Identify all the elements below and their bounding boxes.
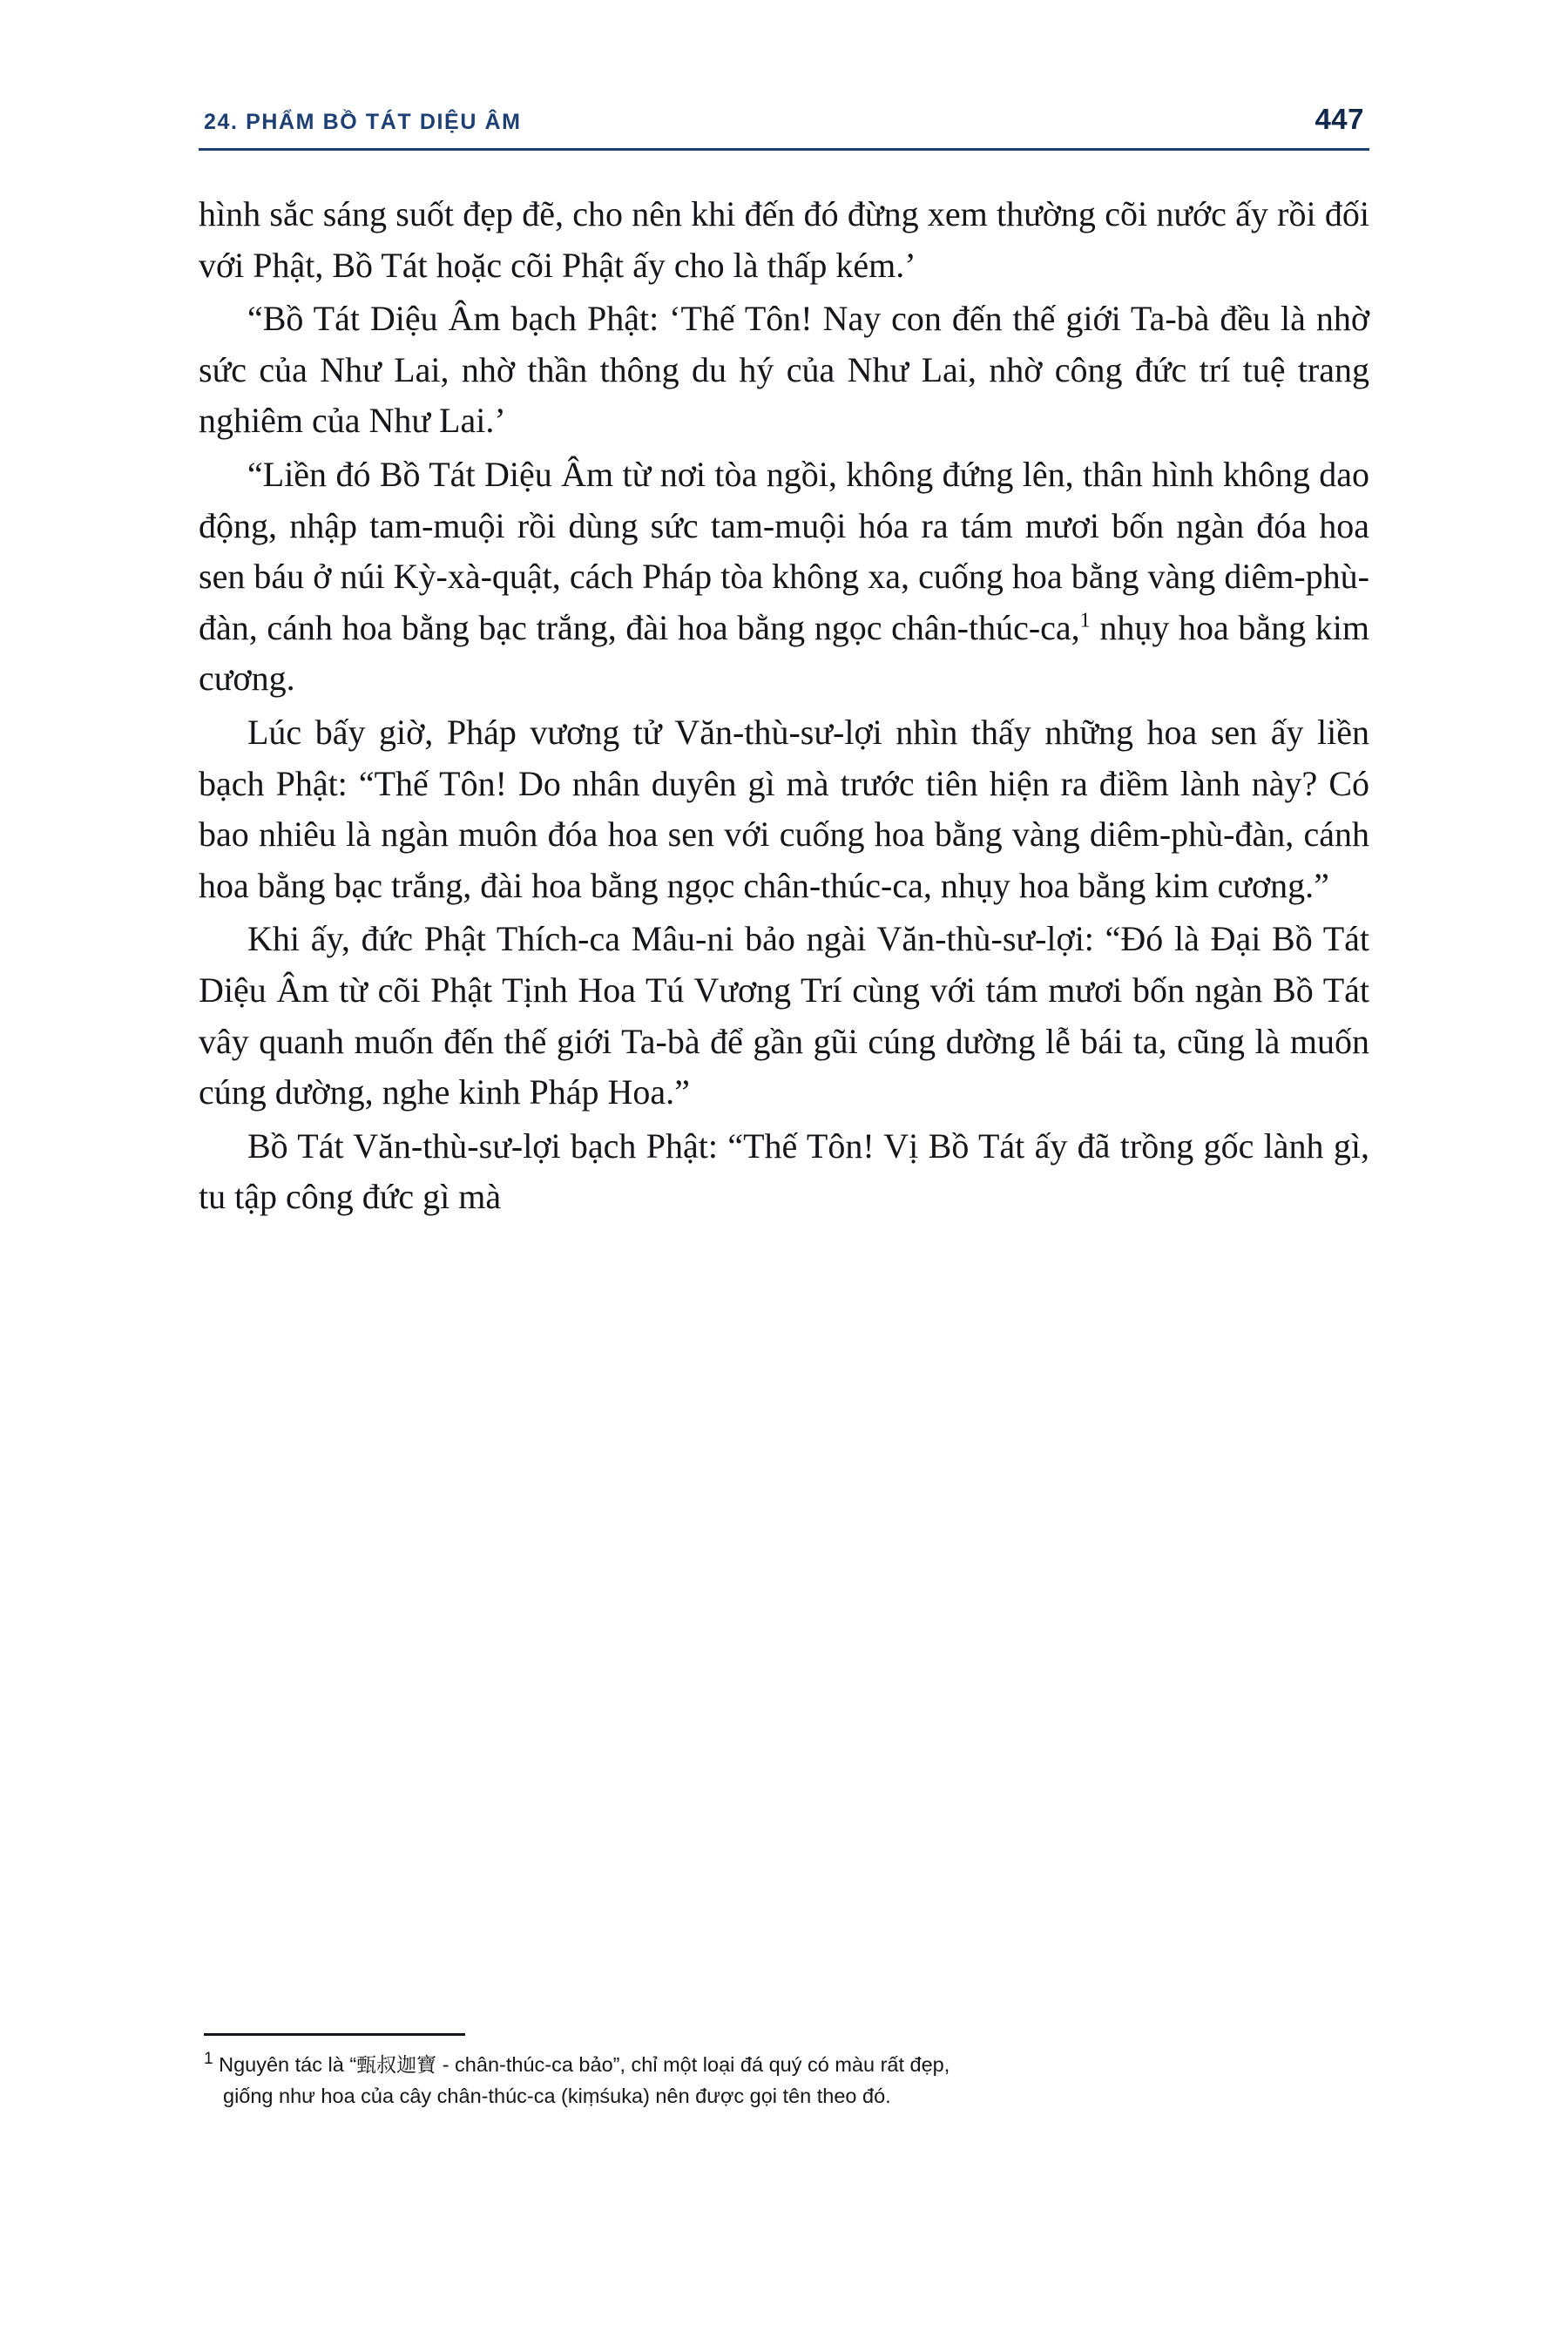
- footnote-divider: [204, 2033, 465, 2036]
- footnote-line1-before: Nguyên tác là “: [213, 2053, 357, 2076]
- paragraph-3-text: “Liền đó Bồ Tát Diệu Âm từ nơi tòa ngồi, không đứng lên, thân hình không dao động, nhập tam-muội rồi dùng sức tam-muội hóa ra tám mươi bốn ngàn đóa hoa sen báu ở núi Kỳ-xà-quật, cách Pháp tòa không xa, cuống hoa bằng vàng diêm-phù-đàn, cánh hoa bằng bạc trắng, đài hoa bằng ngọc chân-thúc-ca,: [199, 454, 1369, 647]
- paragraph-1: hình sắc sáng suốt đẹp đẽ, cho nên khi đến đó đừng xem thường cõi nước ấy rồi đối với Phật, Bồ Tát hoặc cõi Phật ấy cho là thấp kém.’: [199, 194, 1369, 285]
- paragraph-3: [199, 449, 1369, 705]
- page-number: 447: [1315, 103, 1364, 135]
- paragraph-5: Khi ấy, đức Phật Thích-ca Mâu-ni bảo ngài Văn-thù-sư-lợi: “Đó là Đại Bồ Tát Diệu Âm từ cõi Phật Tịnh Hoa Tú Vương Trí cùng với tám mươi bốn ngàn Bồ Tát vây quanh muốn đến thế giới Ta-bà để gần gũi cúng dường lễ bái ta, cũng là muốn cúng dường, nghe kinh Pháp Hoa.”: [199, 919, 1369, 1112]
- paragraph-2: “Bồ Tát Diệu Âm bạch Phật: ‘Thế Tôn! Nay con đến thế giới Ta-bà đều là nhờ sức của Như Lai, nhờ thần thông du hý của Như Lai, nhờ công đức trí tuệ trang nghiêm của Như Lai.’: [199, 299, 1369, 441]
- running-head: [199, 103, 1369, 136]
- footnote-number: 1: [204, 2050, 213, 2069]
- header-divider: [199, 148, 1369, 151]
- footnote-line1-after: - chân-thúc-ca bảo”, chỉ một loại đá quý có màu rất đẹp,: [436, 2053, 950, 2076]
- footnote-marker: 1: [1079, 609, 1091, 632]
- footnote-section: [204, 2033, 1362, 2112]
- page-content: [199, 103, 1369, 1226]
- footnote-cjk-term: 甄叔迦寶: [356, 2054, 437, 2077]
- running-title: 24. PHẨM BỒ TÁT DIỆU ÂM: [204, 110, 522, 134]
- footnote-line2: giống như hoa của cây chân-thúc-ca (kiṃśuka) nên được gọi tên theo đó.: [223, 2084, 891, 2107]
- paragraph-6: Bồ Tát Văn-thù-sư-lợi bạch Phật: “Thế Tôn! Vị Bồ Tát ấy đã trồng gốc lành gì, tu tập công đức gì mà: [199, 1125, 1369, 1217]
- body-text: [199, 189, 1369, 1223]
- paragraph-4: Lúc bấy giờ, Pháp vương tử Văn-thù-sư-lợi nhìn thấy những hoa sen ấy liền bạch Phật: “Thế Tôn! Do nhân duyên gì mà trước tiên hiện ra điềm lành này? Có bao nhiêu là ngàn muôn đóa hoa sen với cuống hoa bằng vàng diêm-phù-đàn, cánh hoa bằng bạc trắng, đài hoa bằng ngọc chân-thúc-ca, nhụy hoa bằng kim cương.”: [199, 712, 1369, 905]
- paragraph-3-tail: nhụy hoa bằng kim cương.: [199, 607, 1370, 699]
- footnote-text: [204, 2050, 1362, 2112]
